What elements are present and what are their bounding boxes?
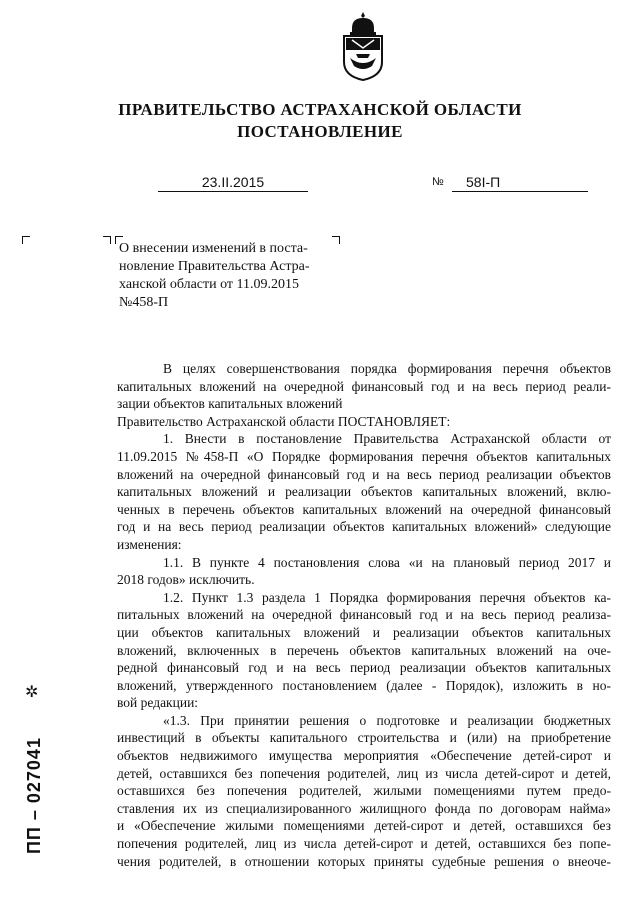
body-line: вложений на очередной финансовый год и на весь период реализации объектов bbox=[117, 466, 611, 482]
doc-type-title: ПОСТАНОВЛЕНИЕ bbox=[237, 122, 403, 141]
org-title: ПРАВИТЕЛЬСТВО АСТРАХАНСКОЙ ОБЛАСТИ bbox=[118, 100, 522, 119]
body-line: капитальных вложений и реализации объектов капитальных вложений, вклю- bbox=[117, 484, 611, 500]
body-line: объектов недвижимого имущества мероприятия «Обеспечение детей-сирот и bbox=[117, 748, 611, 764]
body-line: детей, оставшихся без попечения родителей, лиц из числа детей-сирот и детей, bbox=[117, 765, 611, 781]
body-line: изменения: bbox=[117, 536, 182, 552]
body-line: В целях совершенствования порядка формирования перечня объектов bbox=[163, 361, 611, 376]
subject-line: ханской области от 11.09.2015 bbox=[119, 277, 300, 292]
body-line: вложений, утвержденного постановлением (далее - Порядок), изложить в но- bbox=[117, 677, 611, 693]
body-line: 11.09.2015 №458-П «О Порядке формирования перечня объектов капитальных bbox=[117, 448, 611, 464]
document-body bbox=[117, 360, 611, 870]
corner-mark bbox=[103, 236, 111, 244]
body-line: 1.1. В пункте 4 постановления слова «и на плановый период 2017 и bbox=[163, 554, 611, 570]
body-line: редной финансовый год и на весь период реализации объектов капитальных bbox=[117, 660, 611, 676]
body-line: «1.3. При принятии решения о подготовке и реализации бюджетных bbox=[163, 712, 611, 728]
document-subject bbox=[119, 240, 335, 312]
body-line: чения родителей, в отношении которых приняты судебные решения о внеоче- bbox=[117, 853, 611, 869]
body-line: Правительство Астраханской области ПОСТАНОВЛЯЕТ: bbox=[117, 413, 451, 429]
coat-of-arms-icon bbox=[338, 10, 388, 82]
body-line: питальных вложений на очередной финансовый год и на весь период реализа- bbox=[117, 607, 611, 623]
body-line: ции объектов капитальных вложений и реализации объектов капитальных bbox=[117, 624, 611, 640]
body-line: инвестиций в объекты капитального строительства и (или) на приобретение bbox=[117, 730, 611, 746]
document-date: 23.II.2015 bbox=[158, 174, 308, 192]
body-line: 1.2. Пункт 1.3 раздела 1 Порядка формирования перечня объектов ка- bbox=[163, 589, 611, 605]
subject-line: новление Правительства Астра- bbox=[119, 259, 310, 274]
body-line: зации объектов капитальных вложений bbox=[117, 396, 343, 412]
body-line: год и на весь период реализации объектов капитальных вложений» следующие bbox=[117, 519, 611, 535]
body-line: вложений, включенных в перечень объектов капитальных вложений на оче- bbox=[117, 642, 611, 658]
number-sign: № bbox=[432, 176, 444, 188]
body-line: попечения родителей, лиц из числа детей-сирот и детей, оставшихся без попе- bbox=[117, 836, 611, 852]
subject-line: О внесении изменений в поста- bbox=[119, 241, 308, 256]
body-line: 1. Внести в постановление Правительства Астраханской области от bbox=[163, 431, 611, 447]
document-number: 58I-П bbox=[452, 174, 588, 192]
body-line: оставшихся без попечения родителей, жилыми помещениями путем предо- bbox=[117, 783, 611, 799]
body-line: капитальных вложений на очередной финансовый год и на весь период реали- bbox=[117, 378, 611, 394]
body-line: ченных в перечень объектов капитальных вложений на очередной финансовый bbox=[117, 501, 611, 517]
body-line: и «Обеспечение жилыми помещениями детей-сирот и детей, оставшихся без bbox=[117, 818, 611, 834]
body-line: ставления их из специализированного жилищного фонда по договорам найма» bbox=[117, 800, 611, 816]
subject-line: №458-П bbox=[119, 295, 169, 310]
decorative-star-icon: ✲ bbox=[25, 684, 39, 701]
form-serial-number: ПП – 027041 bbox=[24, 737, 44, 854]
corner-mark bbox=[22, 236, 30, 244]
body-line: 2018 годов» исключить. bbox=[117, 572, 255, 588]
body-line: вой редакции: bbox=[117, 695, 199, 711]
